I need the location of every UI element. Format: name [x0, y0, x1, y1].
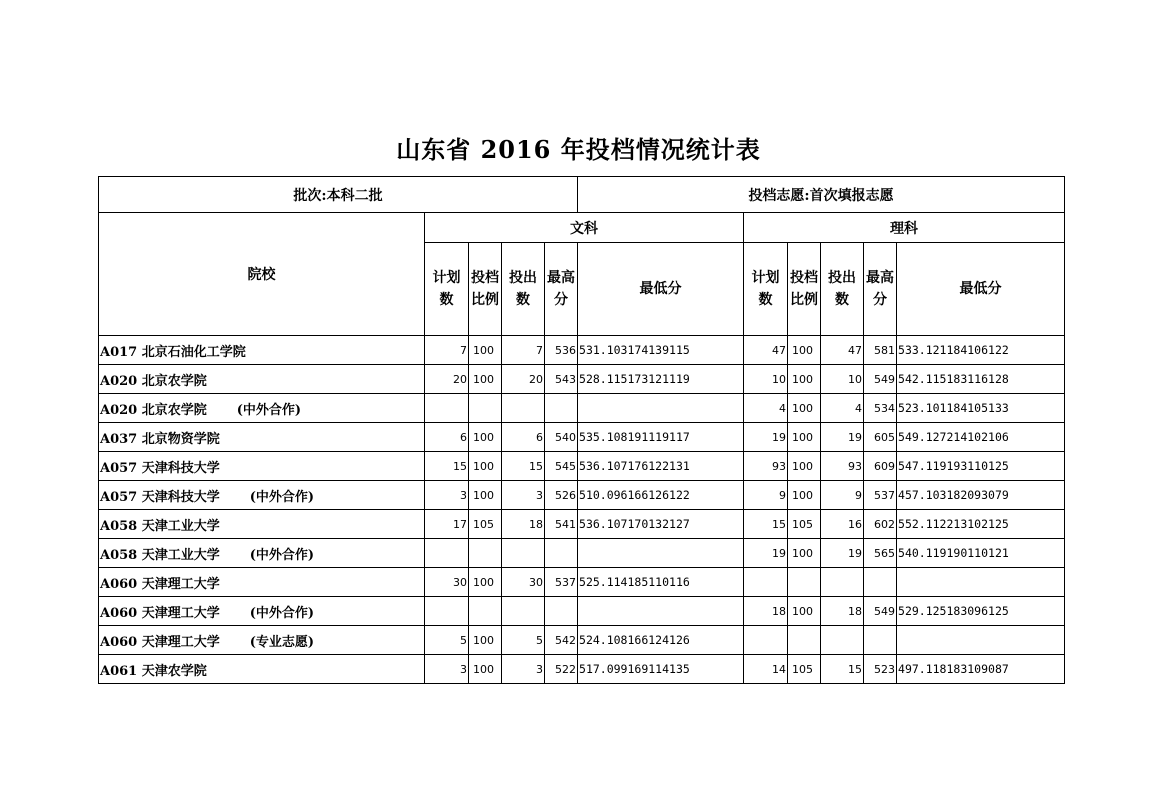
wenke-out-cell — [502, 394, 545, 423]
like-plan-cell: 93 — [744, 452, 788, 481]
wenke-out-cell: 6 — [502, 423, 545, 452]
school-name-cell — [99, 655, 425, 684]
wenke-min-cell: 524.108166124126 — [578, 626, 744, 655]
like-max-cell: 565 — [864, 539, 897, 568]
like-ratio-cell: 100 — [788, 452, 821, 481]
wenke-plan-cell — [425, 394, 469, 423]
like-plan-cell: 19 — [744, 539, 788, 568]
like-max-cell: 523 — [864, 655, 897, 684]
wenke-out-cell: 18 — [502, 510, 545, 539]
like-out-cell: 47 — [821, 336, 864, 365]
wenke-out-cell: 3 — [502, 481, 545, 510]
wenke-max-cell — [545, 597, 578, 626]
like-out-cell — [821, 626, 864, 655]
table-row — [99, 394, 1065, 423]
school-name-cell — [99, 597, 425, 626]
like-out-cell: 15 — [821, 655, 864, 684]
wenke-out-cell: 30 — [502, 568, 545, 597]
wenke-ratio-cell: 105 — [469, 510, 502, 539]
like-out-cell: 16 — [821, 510, 864, 539]
wenke-plan-cell: 15 — [425, 452, 469, 481]
wenke-plan-cell: 3 — [425, 655, 469, 684]
school-name: A020 北京农学院 — [100, 373, 207, 389]
wenke-plan-cell: 7 — [425, 336, 469, 365]
school-name: A060 天津理工大学 — [100, 605, 220, 621]
wenke-min-cell — [578, 539, 744, 568]
wenke-max-cell: 540 — [545, 423, 578, 452]
wenke-ratio-cell — [469, 539, 502, 568]
table-row — [99, 597, 1065, 626]
school-note: (中外合作) — [249, 547, 315, 563]
like-max-cell: 549 — [864, 597, 897, 626]
wenke-max-cell: 543 — [545, 365, 578, 394]
like-max-header: 最高 分 — [864, 243, 897, 336]
wenke-ratio-cell: 100 — [469, 481, 502, 510]
wenke-plan-cell — [425, 539, 469, 568]
wenke-max-header: 最高 分 — [545, 243, 578, 336]
school-name: A060 天津理工大学 — [100, 576, 220, 592]
school-name: A058 天津工业大学 — [100, 547, 220, 563]
wenke-min-cell: 525.114185110116 — [578, 568, 744, 597]
wenke-plan-cell: 17 — [425, 510, 469, 539]
like-out-cell: 4 — [821, 394, 864, 423]
like-plan-cell: 14 — [744, 655, 788, 684]
wenke-out-cell: 3 — [502, 655, 545, 684]
like-out-cell: 19 — [821, 539, 864, 568]
like-min-cell — [897, 568, 1065, 597]
school-name-cell — [99, 481, 425, 510]
wenke-plan-cell: 30 — [425, 568, 469, 597]
like-max-cell: 534 — [864, 394, 897, 423]
wenke-out-cell: 15 — [502, 452, 545, 481]
wenke-plan-header: 计划 数 — [425, 243, 469, 336]
wenke-header: 文科 — [425, 213, 744, 243]
school-name-cell — [99, 568, 425, 597]
wenke-min-cell: 536.107170132127 — [578, 510, 744, 539]
like-out-cell: 93 — [821, 452, 864, 481]
like-min-cell: 540.119190110121 — [897, 539, 1065, 568]
school-name-cell — [99, 423, 425, 452]
school-name-cell — [99, 510, 425, 539]
batch-label: 批次:本科二批 — [99, 177, 578, 213]
school-note: (中外合作) — [249, 605, 315, 621]
wenke-ratio-cell: 100 — [469, 336, 502, 365]
like-ratio-cell — [788, 568, 821, 597]
like-out-header: 投出 数 — [821, 243, 864, 336]
school-name-cell — [99, 539, 425, 568]
wenke-ratio-cell: 100 — [469, 365, 502, 394]
like-max-cell: 581 — [864, 336, 897, 365]
wenke-max-cell: 542 — [545, 626, 578, 655]
wenke-max-cell — [545, 394, 578, 423]
wenke-out-cell: 5 — [502, 626, 545, 655]
wenke-out-header: 投出 数 — [502, 243, 545, 336]
wenke-ratio-header: 投档 比例 — [469, 243, 502, 336]
like-max-cell — [864, 626, 897, 655]
school-name: A037 北京物资学院 — [100, 431, 220, 447]
like-ratio-cell: 105 — [788, 655, 821, 684]
like-out-cell — [821, 568, 864, 597]
wenke-min-cell — [578, 394, 744, 423]
wenke-max-cell: 545 — [545, 452, 578, 481]
like-min-header: 最低分 — [897, 243, 1065, 336]
like-min-cell: 542.115183116128 — [897, 365, 1065, 394]
wenke-max-cell: 536 — [545, 336, 578, 365]
like-plan-cell: 18 — [744, 597, 788, 626]
like-out-cell: 9 — [821, 481, 864, 510]
like-min-cell: 547.119193110125 — [897, 452, 1065, 481]
table-row — [99, 423, 1065, 452]
like-plan-cell: 19 — [744, 423, 788, 452]
like-ratio-cell: 105 — [788, 510, 821, 539]
school-name: A057 天津科技大学 — [100, 460, 220, 476]
wenke-ratio-cell: 100 — [469, 452, 502, 481]
table-row — [99, 626, 1065, 655]
like-ratio-cell — [788, 626, 821, 655]
school-name-cell — [99, 626, 425, 655]
like-plan-cell: 9 — [744, 481, 788, 510]
like-plan-cell — [744, 626, 788, 655]
like-ratio-cell: 100 — [788, 539, 821, 568]
table-row — [99, 539, 1065, 568]
wenke-ratio-cell — [469, 597, 502, 626]
wenke-max-cell: 541 — [545, 510, 578, 539]
like-max-cell: 537 — [864, 481, 897, 510]
wenke-plan-cell — [425, 597, 469, 626]
wenke-out-cell: 7 — [502, 336, 545, 365]
wenke-out-cell — [502, 597, 545, 626]
school-note: (中外合作) — [249, 489, 315, 505]
like-ratio-cell: 100 — [788, 394, 821, 423]
wenke-max-cell: 522 — [545, 655, 578, 684]
school-name: A060 天津理工大学 — [100, 634, 220, 650]
table-row — [99, 510, 1065, 539]
like-out-cell: 19 — [821, 423, 864, 452]
like-min-cell: 457.103182093079 — [897, 481, 1065, 510]
school-name-cell — [99, 394, 425, 423]
table-row — [99, 336, 1065, 365]
school-name: A020 北京农学院 — [100, 402, 207, 418]
wenke-min-cell: 536.107176122131 — [578, 452, 744, 481]
wenke-min-cell: 535.108191119117 — [578, 423, 744, 452]
like-min-cell: 529.125183096125 — [897, 597, 1065, 626]
wenke-ratio-cell: 100 — [469, 423, 502, 452]
like-ratio-cell: 100 — [788, 365, 821, 394]
wenke-min-cell: 531.103174139115 — [578, 336, 744, 365]
like-out-cell: 18 — [821, 597, 864, 626]
table-row — [99, 655, 1065, 684]
like-ratio-cell: 100 — [788, 597, 821, 626]
wenke-plan-cell: 20 — [425, 365, 469, 394]
table-row — [99, 481, 1065, 510]
wenke-out-cell: 20 — [502, 365, 545, 394]
wenke-max-cell: 526 — [545, 481, 578, 510]
wenke-ratio-cell: 100 — [469, 655, 502, 684]
like-max-cell: 605 — [864, 423, 897, 452]
school-note: (专业志愿) — [249, 634, 315, 650]
like-plan-cell: 4 — [744, 394, 788, 423]
school-name: A057 天津科技大学 — [100, 489, 220, 505]
wenke-max-cell: 537 — [545, 568, 578, 597]
like-ratio-cell: 100 — [788, 336, 821, 365]
school-name: A061 天津农学院 — [100, 663, 207, 679]
like-max-cell — [864, 568, 897, 597]
like-out-cell: 10 — [821, 365, 864, 394]
wenke-min-cell: 517.099169114135 — [578, 655, 744, 684]
table-row — [99, 365, 1065, 394]
like-ratio-cell: 100 — [788, 423, 821, 452]
school-name-cell — [99, 452, 425, 481]
wenke-min-cell: 510.096166126122 — [578, 481, 744, 510]
wenke-plan-cell: 5 — [425, 626, 469, 655]
like-ratio-cell: 100 — [788, 481, 821, 510]
like-min-cell: 533.121184106122 — [897, 336, 1065, 365]
page-title: 山东省 2016 年投档情况统计表 — [396, 135, 761, 164]
wenke-max-cell — [545, 539, 578, 568]
preference-label: 投档志愿:首次填报志愿 — [578, 177, 1065, 213]
wenke-out-cell — [502, 539, 545, 568]
like-ratio-header: 投档 比例 — [788, 243, 821, 336]
school-note: (中外合作) — [236, 402, 302, 418]
wenke-ratio-cell — [469, 394, 502, 423]
like-max-cell: 602 — [864, 510, 897, 539]
like-min-cell — [897, 626, 1065, 655]
table-row — [99, 452, 1065, 481]
wenke-ratio-cell: 100 — [469, 626, 502, 655]
school-name: A017 北京石油化工学院 — [100, 344, 246, 360]
like-min-cell: 497.118183109087 — [897, 655, 1065, 684]
like-plan-header: 计划 数 — [744, 243, 788, 336]
like-header: 理科 — [744, 213, 1065, 243]
like-min-cell: 523.101184105133 — [897, 394, 1065, 423]
like-max-cell: 609 — [864, 452, 897, 481]
like-plan-cell: 15 — [744, 510, 788, 539]
like-max-cell: 549 — [864, 365, 897, 394]
wenke-min-cell: 528.115173121119 — [578, 365, 744, 394]
table-row — [99, 568, 1065, 597]
like-min-cell: 552.112213102125 — [897, 510, 1065, 539]
wenke-min-cell — [578, 597, 744, 626]
like-min-cell: 549.127214102106 — [897, 423, 1065, 452]
school-name-cell — [99, 365, 425, 394]
wenke-ratio-cell: 100 — [469, 568, 502, 597]
wenke-min-header: 最低分 — [578, 243, 744, 336]
school-header: 院校 — [99, 213, 425, 336]
school-name: A058 天津工业大学 — [100, 518, 220, 534]
like-plan-cell: 10 — [744, 365, 788, 394]
like-plan-cell — [744, 568, 788, 597]
wenke-plan-cell: 6 — [425, 423, 469, 452]
admission-table — [98, 176, 1065, 684]
wenke-plan-cell: 3 — [425, 481, 469, 510]
like-plan-cell: 47 — [744, 336, 788, 365]
school-name-cell — [99, 336, 425, 365]
